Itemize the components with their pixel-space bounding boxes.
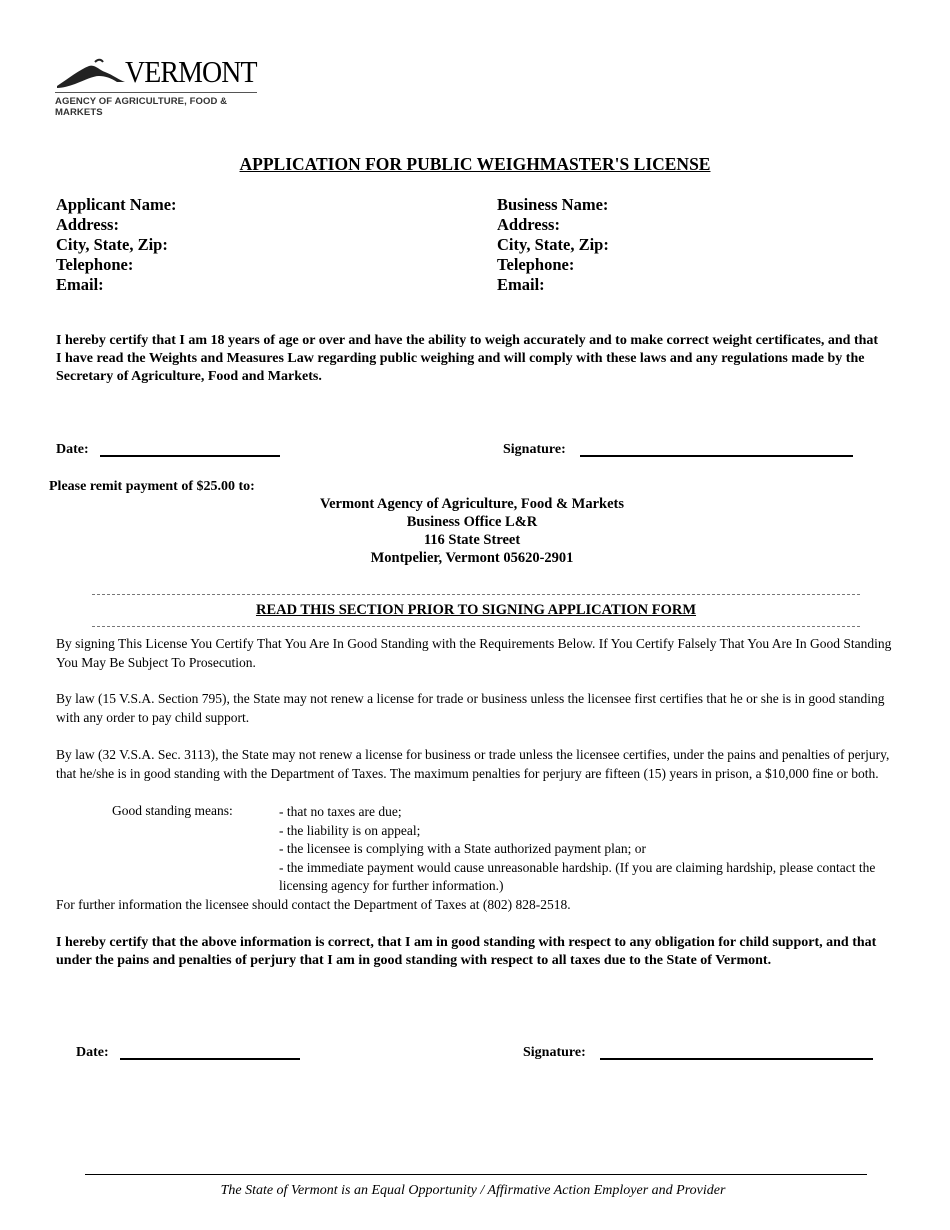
date-field-1[interactable] (100, 440, 280, 458)
dashed-divider-top (92, 594, 860, 595)
business-city-label: City, State, Zip: (497, 235, 609, 254)
signature-field-2[interactable] (600, 1043, 873, 1061)
read-section-heading: READ THIS SECTION PRIOR TO SIGNING APPLICATION FORM (255, 602, 697, 618)
good-standing-label: Good standing means: (112, 803, 233, 818)
date-label-1: Date: (56, 442, 89, 457)
list-item: - the licensee is complying with a State authorized payment plan; or (279, 841, 647, 856)
applicant-email-label: Email: (56, 275, 104, 294)
applicant-name-label: Applicant Name: (56, 195, 177, 214)
signature-field-1[interactable] (580, 440, 853, 458)
mountain-logo-icon (55, 56, 127, 90)
form-title: APPLICATION FOR PUBLIC WEIGHMASTER'S LICENSE (239, 154, 711, 174)
signature-label-2: Signature: (523, 1045, 586, 1060)
footer-divider (85, 1174, 867, 1175)
good-standing-paragraph: By signing This License You Certify That You Are In Good Standing with the Requirements Below. If You Certify Falsely That You Are In Good Standing You May Be Subject To Prosecution. (56, 636, 892, 670)
applicant-fields (56, 195, 177, 295)
business-address-label: Address: (497, 215, 560, 234)
further-info-text: For further information the licensee should contact the Department of Taxes at (802) 828-2518. (56, 897, 571, 912)
good-standing-list (279, 803, 879, 896)
list-item: - the immediate payment would cause unreasonable hardship. (If you are claiming hardship, please contact the licensing agency for further information.) (279, 859, 876, 893)
applicant-city-label: City, State, Zip: (56, 235, 168, 254)
date-field-2[interactable] (120, 1043, 300, 1061)
business-telephone-label: Telephone: (497, 255, 575, 274)
equal-opportunity-footer: The State of Vermont is an Equal Opportunity / Affirmative Action Employer and Provider (220, 1183, 726, 1198)
age-certification-statement: I hereby certify that I am 18 years of age or over and have the ability to weigh accurately and to make correct weight certificates, and that I have read the Weights and Measures Law regarding public weighing and will comply with these laws and any regulations made by the Secretary of Agriculture, Food and Markets. (56, 333, 879, 384)
child-support-paragraph: By law (15 V.S.A. Section 795), the State may not renew a license for trade or business unless the licensee first certifies that he or she is in good standing with any order to pay child support. (56, 691, 885, 725)
remit-address (0, 495, 944, 567)
applicant-address-label: Address: (56, 215, 119, 234)
applicant-telephone-label: Telephone: (56, 255, 134, 274)
signature-label-1: Signature: (503, 442, 566, 457)
logo-wordmark: VERMONT (125, 54, 257, 89)
logo-divider (55, 92, 257, 93)
address-line-street: 116 State Street (423, 532, 521, 548)
list-item: - that no taxes are due; (279, 804, 402, 819)
dashed-divider-bottom (92, 626, 860, 627)
business-fields (497, 195, 609, 295)
business-email-label: Email: (497, 275, 545, 294)
remit-payment-label: Please remit payment of $25.00 to: (49, 479, 255, 494)
taxes-paragraph: By law (32 V.S.A. Sec. 3113), the State may not renew a license for business or trade unless the licensee certifies, under the pains and penalties of perjury, that he/she is in good standing with the Department of Taxes. The maximum penalties for perjury are fifteen (15) years in prison, a $10,000 fine or both. (56, 747, 890, 781)
address-line-agency: Vermont Agency of Agriculture, Food & Markets (319, 496, 625, 512)
list-item: - the liability is on appeal; (279, 822, 421, 838)
good-standing-certification-statement: I hereby certify that the above information is correct, that I am in good standing with respect to any obligation for child support, and that under the pains and penalties of perjury that I am in good standing with respect to all taxes due to the State of Vermont. (56, 935, 877, 968)
date-label-2: Date: (76, 1045, 109, 1060)
agency-logo (55, 52, 265, 118)
address-line-city: Montpelier, Vermont 05620-2901 (370, 550, 574, 566)
business-name-label: Business Name: (497, 195, 609, 214)
logo-subtitle: AGENCY OF AGRICULTURE, FOOD & MARKETS (55, 96, 228, 118)
address-line-office: Business Office L&R (406, 514, 538, 530)
